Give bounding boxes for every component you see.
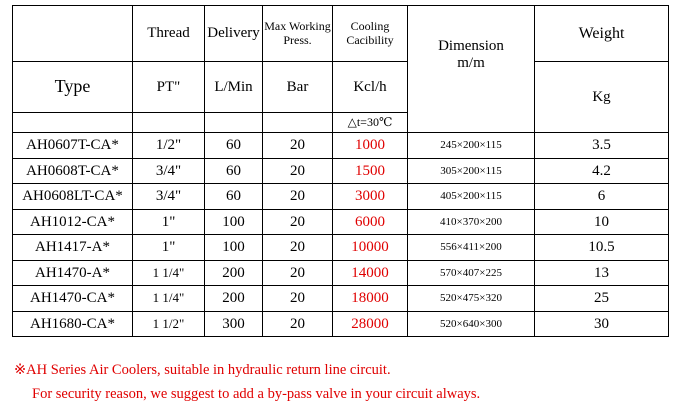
table-row (13, 184, 669, 210)
cell-cooling: 3000 (333, 184, 408, 210)
table-row (13, 260, 669, 286)
cell-cooling: 6000 (333, 209, 408, 235)
cell-weight: 25 (535, 286, 669, 312)
cell-type: AH0607T-CA* (13, 133, 133, 159)
cell-delivery: 60 (205, 133, 263, 159)
header-dimension-label: Dimension (438, 38, 504, 54)
spec-table (12, 5, 669, 337)
header-thread-unit: PT" (133, 62, 205, 113)
cell-type: AH0608T-CA* (13, 158, 133, 184)
cell-thread: 3/4" (133, 184, 205, 210)
cell-dimension: 520×475×320 (408, 286, 535, 312)
header-weight: Weight (535, 6, 669, 62)
cell-weight: 4.2 (535, 158, 669, 184)
cell-thread: 1 1/2" (133, 311, 205, 337)
cell-thread: 1" (133, 235, 205, 261)
cell-delivery: 200 (205, 286, 263, 312)
cell-cooling: 10000 (333, 235, 408, 261)
header-thread: Thread (133, 6, 205, 62)
note-line-1: ※AH Series Air Coolers, suitable in hydraulic return line circuit. (14, 362, 391, 378)
cell-type: AH0608LT-CA* (13, 184, 133, 210)
table-row (13, 133, 669, 159)
cell-weight: 13 (535, 260, 669, 286)
header-cooling-unit: Kcl/h (333, 62, 408, 113)
cell-pressure: 20 (263, 133, 333, 159)
cell-pressure: 20 (263, 311, 333, 337)
cell-pressure: 20 (263, 184, 333, 210)
table-row (13, 311, 669, 337)
header-dimension-unit: m/m (457, 54, 485, 71)
header-cooling: Cooling Cacibility (333, 6, 408, 62)
cell-pressure: 20 (263, 209, 333, 235)
cell-thread: 1 1/4" (133, 286, 205, 312)
notes (14, 358, 480, 406)
cell-weight: 10.5 (535, 235, 669, 261)
cell-thread: 1/2" (133, 133, 205, 159)
header-pressure-unit: Bar (263, 62, 333, 113)
cell-pressure: 20 (263, 260, 333, 286)
cell-cooling: 14000 (333, 260, 408, 286)
cell-cooling: 1000 (333, 133, 408, 159)
cell-delivery: 200 (205, 260, 263, 286)
cell-pressure: 20 (263, 235, 333, 261)
table-row (13, 209, 669, 235)
cell-dimension: 520×640×300 (408, 311, 535, 337)
cell-cooling: 18000 (333, 286, 408, 312)
cell-weight: 10 (535, 209, 669, 235)
header-weight-unit: Kg (535, 62, 669, 133)
cell-weight: 6 (535, 184, 669, 210)
cell-type: AH1417-A* (13, 235, 133, 261)
cell-dimension: 305×200×115 (408, 158, 535, 184)
header-delivery-unit: L/Min (205, 62, 263, 113)
cell-delivery: 100 (205, 209, 263, 235)
note-line-2: For security reason, we suggest to add a by-pass valve in your circuit always. (32, 386, 481, 402)
cell-thread: 3/4" (133, 158, 205, 184)
cell-type: AH1470-A* (13, 260, 133, 286)
cell-delivery: 60 (205, 184, 263, 210)
header-pressure: Max Working Press. (263, 6, 333, 62)
cell-delivery: 100 (205, 235, 263, 261)
cell-thread: 1 1/4" (133, 260, 205, 286)
cell-cooling: 1500 (333, 158, 408, 184)
table-row (13, 158, 669, 184)
header-type-empty (13, 6, 133, 62)
table-row (13, 235, 669, 261)
cell-thread: 1" (133, 209, 205, 235)
cell-dimension: 245×200×115 (408, 133, 535, 159)
cell-dimension: 570×407×225 (408, 260, 535, 286)
cell-weight: 3.5 (535, 133, 669, 159)
cell-pressure: 20 (263, 158, 333, 184)
header-dimension (408, 6, 535, 133)
cell-delivery: 60 (205, 158, 263, 184)
cell-type: AH1470-CA* (13, 286, 133, 312)
cell-pressure: 20 (263, 286, 333, 312)
cell-weight: 30 (535, 311, 669, 337)
cell-delivery: 300 (205, 311, 263, 337)
cell-cooling: 28000 (333, 311, 408, 337)
cell-dimension: 556×411×200 (408, 235, 535, 261)
cell-type: AH1012-CA* (13, 209, 133, 235)
cell-dimension: 405×200×115 (408, 184, 535, 210)
table-row (13, 286, 669, 312)
cell-type: AH1680-CA* (13, 311, 133, 337)
cooling-condition: △t=30℃ (333, 113, 408, 133)
cell-dimension: 410×370×200 (408, 209, 535, 235)
header-type: Type (13, 62, 133, 113)
header-delivery: Delivery (205, 6, 263, 62)
